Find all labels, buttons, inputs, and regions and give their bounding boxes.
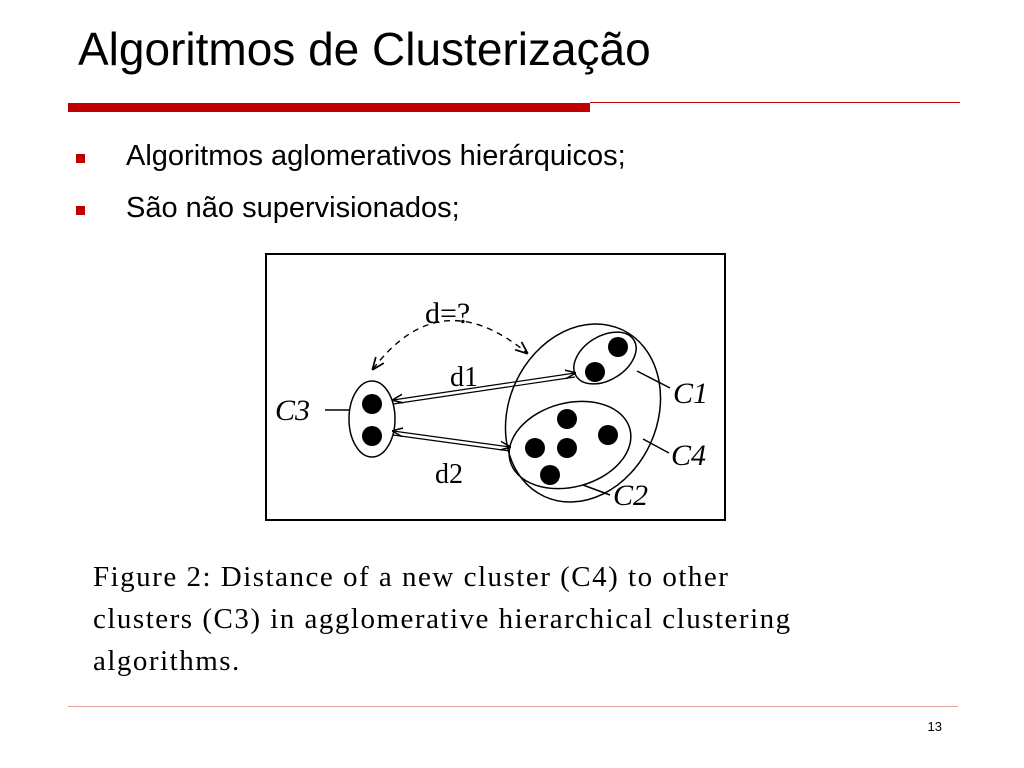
- label-d-unknown: d=?: [425, 297, 471, 330]
- label-d2: d2: [435, 459, 463, 490]
- bullet-text: Algoritmos aglomerativos hierárquicos;: [126, 140, 626, 172]
- cluster-c3-point: [362, 394, 382, 414]
- page-number: 13: [927, 719, 942, 734]
- figure-caption: [93, 556, 913, 682]
- cluster-c1-point: [608, 337, 628, 357]
- diagram-frame: [266, 254, 725, 520]
- clustering-diagram: [265, 253, 726, 521]
- title-underline-thin: [590, 102, 960, 103]
- label-d1: d1: [450, 362, 478, 393]
- d2-arrow-second-line: [393, 435, 510, 451]
- label-c4: C4: [671, 439, 707, 472]
- c2-leader-line: [583, 485, 610, 495]
- label-c2: C2: [613, 479, 649, 512]
- label-c3: C3: [275, 394, 311, 427]
- cluster-c2-point: [557, 438, 577, 458]
- square-bullet-icon: [76, 154, 85, 163]
- cluster-c3-point: [362, 426, 382, 446]
- cluster-c1-point: [585, 362, 605, 382]
- d1-arrow-second-line: [393, 377, 575, 404]
- label-c1: C1: [673, 377, 709, 410]
- footer-divider: [68, 706, 958, 707]
- cluster-c2-point: [540, 465, 560, 485]
- bullet-text: São não supervisionados;: [126, 192, 460, 224]
- caption-line: Figure 2: Distance of a new cluster (C4) to other: [93, 561, 730, 593]
- title-underline-thick: [68, 103, 590, 112]
- slide-title: Algoritmos de Clusterização: [78, 23, 651, 75]
- cluster-c1-outline: [565, 321, 646, 394]
- cluster-c2-point: [598, 425, 618, 445]
- d2-arrow: [393, 431, 510, 447]
- d1-arrow: [393, 373, 575, 400]
- caption-line: clusters (C3) in agglomerative hierarchical clustering: [93, 603, 792, 635]
- cluster-c4-outline: [477, 298, 689, 521]
- c1-leader-line: [637, 371, 670, 388]
- caption-line: algorithms.: [93, 645, 241, 677]
- cluster-c2-point: [557, 409, 577, 429]
- cluster-c2-point: [525, 438, 545, 458]
- square-bullet-icon: [76, 206, 85, 215]
